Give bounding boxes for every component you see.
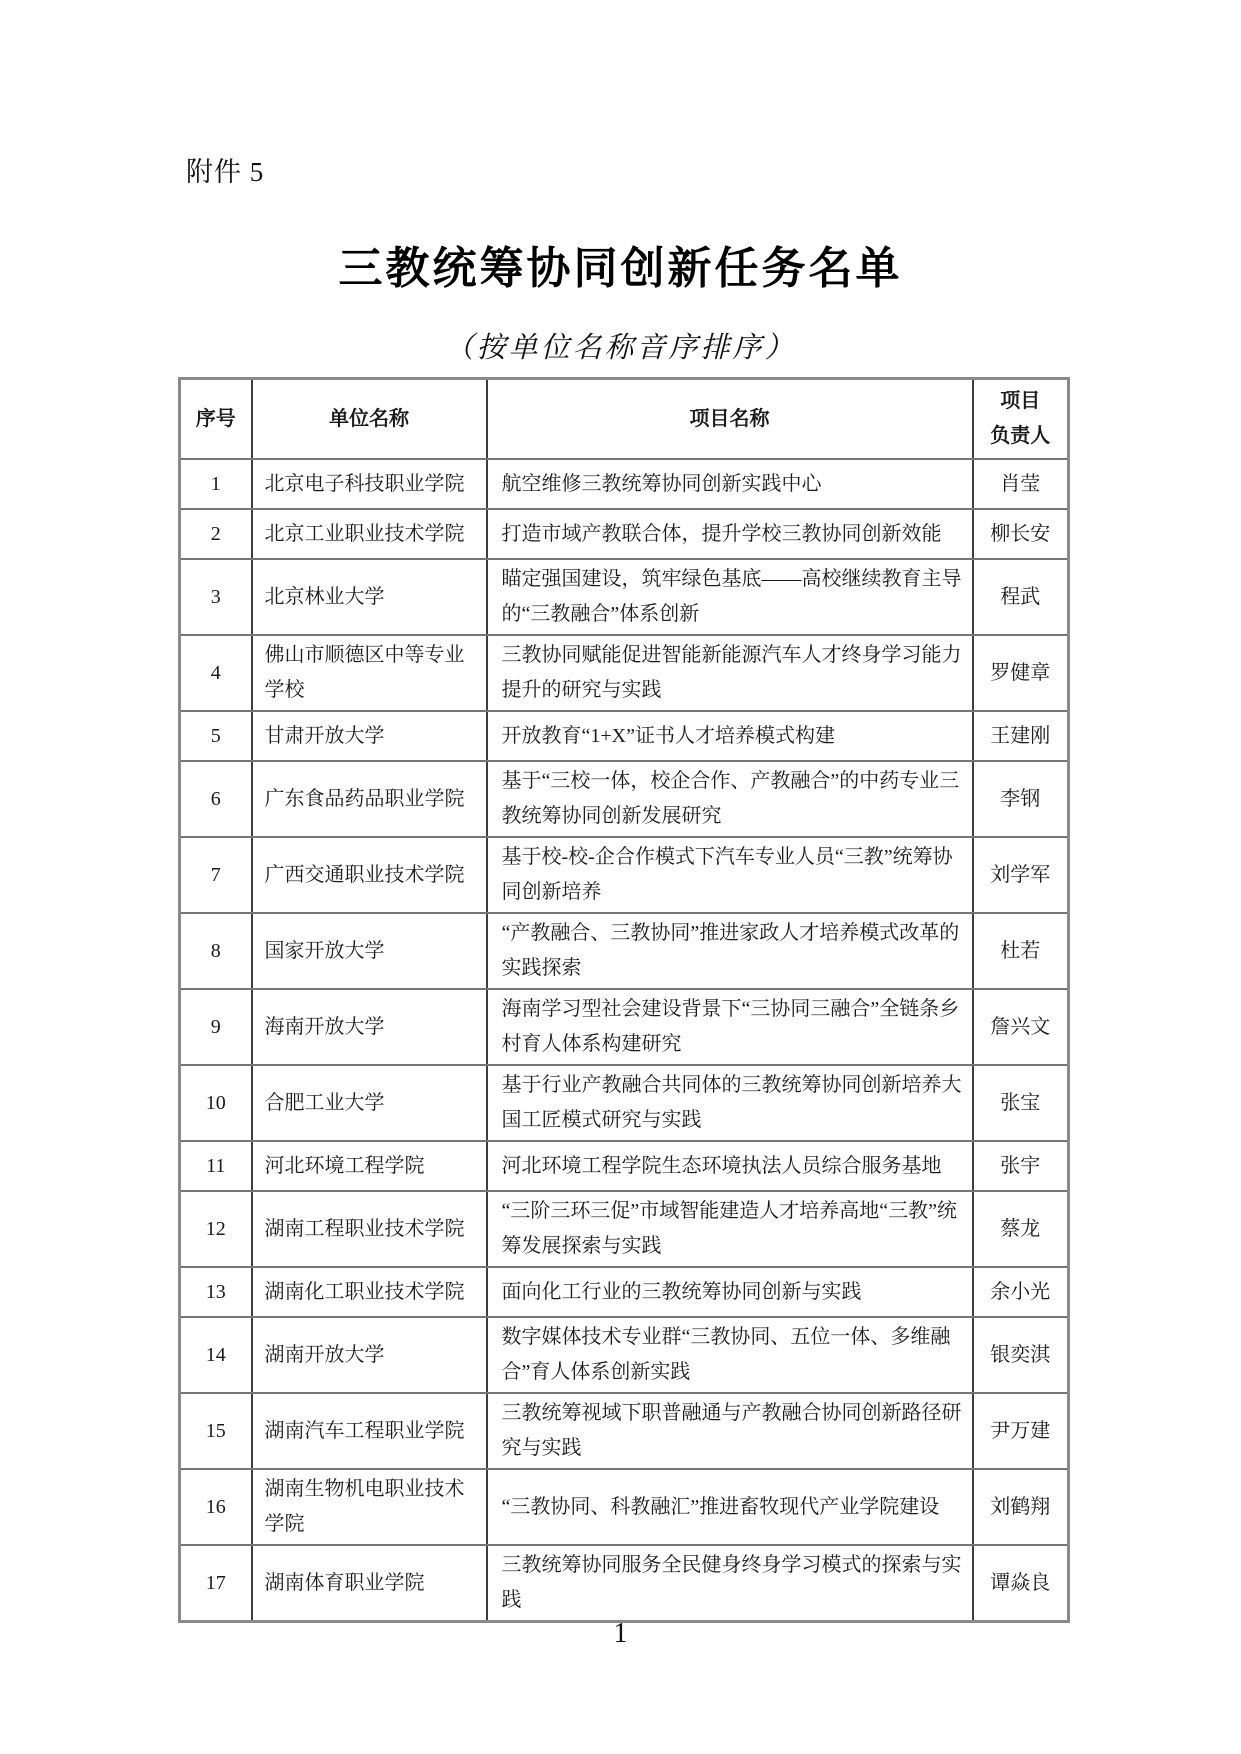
cell-leader: 张宝 (973, 1065, 1069, 1141)
cell-leader: 肖莹 (973, 459, 1069, 509)
cell-seq: 3 (180, 559, 252, 635)
task-table (178, 377, 1070, 1623)
cell-seq: 7 (180, 837, 252, 913)
cell-project: 基于“三校一体，校企合作、产教融合”的中药专业三教统筹协同创新发展研究 (487, 761, 973, 837)
cell-leader: 刘学军 (973, 837, 1069, 913)
cell-seq: 13 (180, 1267, 252, 1317)
cell-project: 基于行业产教融合共同体的三教统筹协同创新培养大国工匠模式研究与实践 (487, 1065, 973, 1141)
cell-project: 三教协同赋能促进智能新能源汽车人才终身学习能力提升的研究与实践 (487, 635, 973, 711)
cell-seq: 6 (180, 761, 252, 837)
table-row (180, 989, 1069, 1065)
table-row (180, 509, 1069, 559)
cell-seq: 16 (180, 1469, 252, 1545)
cell-seq: 10 (180, 1065, 252, 1141)
table-row (180, 1545, 1069, 1622)
col-header-project: 项目名称 (487, 379, 973, 460)
table-row (180, 459, 1069, 509)
cell-unit: 湖南体育职业学院 (252, 1545, 487, 1622)
cell-unit: 海南开放大学 (252, 989, 487, 1065)
cell-seq: 15 (180, 1393, 252, 1469)
cell-project: 海南学习型社会建设背景下“三协同三融合”全链条乡村育人体系构建研究 (487, 989, 973, 1065)
cell-leader: 蔡龙 (973, 1191, 1069, 1267)
cell-seq: 17 (180, 1545, 252, 1622)
cell-seq: 4 (180, 635, 252, 711)
cell-unit: 北京工业职业技术学院 (252, 509, 487, 559)
col-header-leader-line1: 项目 (1000, 390, 1041, 412)
cell-leader: 余小光 (973, 1267, 1069, 1317)
page-title: 三教统筹协同创新任务名单 (338, 244, 903, 293)
cell-leader: 王建刚 (973, 711, 1069, 761)
cell-leader: 张宇 (973, 1141, 1069, 1191)
table-row (180, 1317, 1069, 1393)
cell-project: 数字媒体技术专业群“三教协同、五位一体、多维融合”育人体系创新实践 (487, 1317, 973, 1393)
cell-unit: 甘肃开放大学 (252, 711, 487, 761)
table-row (180, 1191, 1069, 1267)
cell-leader: 李钢 (973, 761, 1069, 837)
attachment-label: 附件 5 (186, 157, 265, 187)
cell-project: 瞄定强国建设，筑牢绿色基底——高校继续教育主导的“三教融合”体系创新 (487, 559, 973, 635)
cell-unit: 湖南开放大学 (252, 1317, 487, 1393)
cell-leader: 尹万建 (973, 1393, 1069, 1469)
table-row (180, 1469, 1069, 1545)
cell-project: 基于校-校-企合作模式下汽车专业人员“三教”统筹协同创新培养 (487, 837, 973, 913)
page-number: 1 (613, 1618, 628, 1649)
cell-leader: 罗健章 (973, 635, 1069, 711)
col-header-leader (973, 379, 1069, 460)
cell-seq: 12 (180, 1191, 252, 1267)
cell-seq: 9 (180, 989, 252, 1065)
page-subtitle: （按单位名称音序排序） (444, 332, 797, 364)
cell-project: “三阶三环三促”市域智能建造人才培养高地“三教”统筹发展探索与实践 (487, 1191, 973, 1267)
cell-leader: 程武 (973, 559, 1069, 635)
col-header-seq: 序号 (180, 379, 252, 460)
cell-leader: 银奕淇 (973, 1317, 1069, 1393)
table-row (180, 635, 1069, 711)
table-row (180, 711, 1069, 761)
table-row (180, 1267, 1069, 1317)
col-header-unit: 单位名称 (252, 379, 487, 460)
cell-project: 三教统筹视域下职普融通与产教融合协同创新路径研究与实践 (487, 1393, 973, 1469)
cell-project: 河北环境工程学院生态环境执法人员综合服务基地 (487, 1141, 973, 1191)
cell-project: 三教统筹协同服务全民健身终身学习模式的探索与实践 (487, 1545, 973, 1622)
cell-leader: 詹兴文 (973, 989, 1069, 1065)
table-row (180, 761, 1069, 837)
cell-unit: 广东食品药品职业学院 (252, 761, 487, 837)
cell-project: “产教融合、三教协同”推进家政人才培养模式改革的实践探索 (487, 913, 973, 989)
cell-leader: 谭焱良 (973, 1545, 1069, 1622)
cell-unit: 国家开放大学 (252, 913, 487, 989)
cell-project: 航空维修三教统筹协同创新实践中心 (487, 459, 973, 509)
col-header-leader-line2: 负责人 (990, 425, 1051, 447)
table-row (180, 913, 1069, 989)
table-row (180, 1065, 1069, 1141)
cell-seq: 14 (180, 1317, 252, 1393)
cell-unit: 湖南工程职业技术学院 (252, 1191, 487, 1267)
cell-leader: 柳长安 (973, 509, 1069, 559)
cell-unit: 湖南化工职业技术学院 (252, 1267, 487, 1317)
cell-unit: 河北环境工程学院 (252, 1141, 487, 1191)
cell-seq: 5 (180, 711, 252, 761)
cell-unit: 广西交通职业技术学院 (252, 837, 487, 913)
cell-unit: 湖南汽车工程职业学院 (252, 1393, 487, 1469)
cell-unit: 合肥工业大学 (252, 1065, 487, 1141)
cell-leader: 刘鹤翔 (973, 1469, 1069, 1545)
cell-project: “三教协同、科教融汇”推进畜牧现代产业学院建设 (487, 1469, 973, 1545)
table-row (180, 559, 1069, 635)
cell-seq: 8 (180, 913, 252, 989)
cell-project: 开放教育“1+X”证书人才培养模式构建 (487, 711, 973, 761)
cell-seq: 11 (180, 1141, 252, 1191)
cell-leader: 杜若 (973, 913, 1069, 989)
table-header-row (180, 379, 1069, 460)
cell-seq: 1 (180, 459, 252, 509)
cell-unit: 北京林业大学 (252, 559, 487, 635)
cell-seq: 2 (180, 509, 252, 559)
table-row (180, 837, 1069, 913)
cell-unit: 北京电子科技职业学院 (252, 459, 487, 509)
cell-project: 面向化工行业的三教统筹协同创新与实践 (487, 1267, 973, 1317)
cell-unit: 湖南生物机电职业技术学院 (252, 1469, 487, 1545)
cell-project: 打造市域产教联合体，提升学校三教协同创新效能 (487, 509, 973, 559)
table-row (180, 1393, 1069, 1469)
cell-unit: 佛山市顺德区中等专业学校 (252, 635, 487, 711)
table-row (180, 1141, 1069, 1191)
